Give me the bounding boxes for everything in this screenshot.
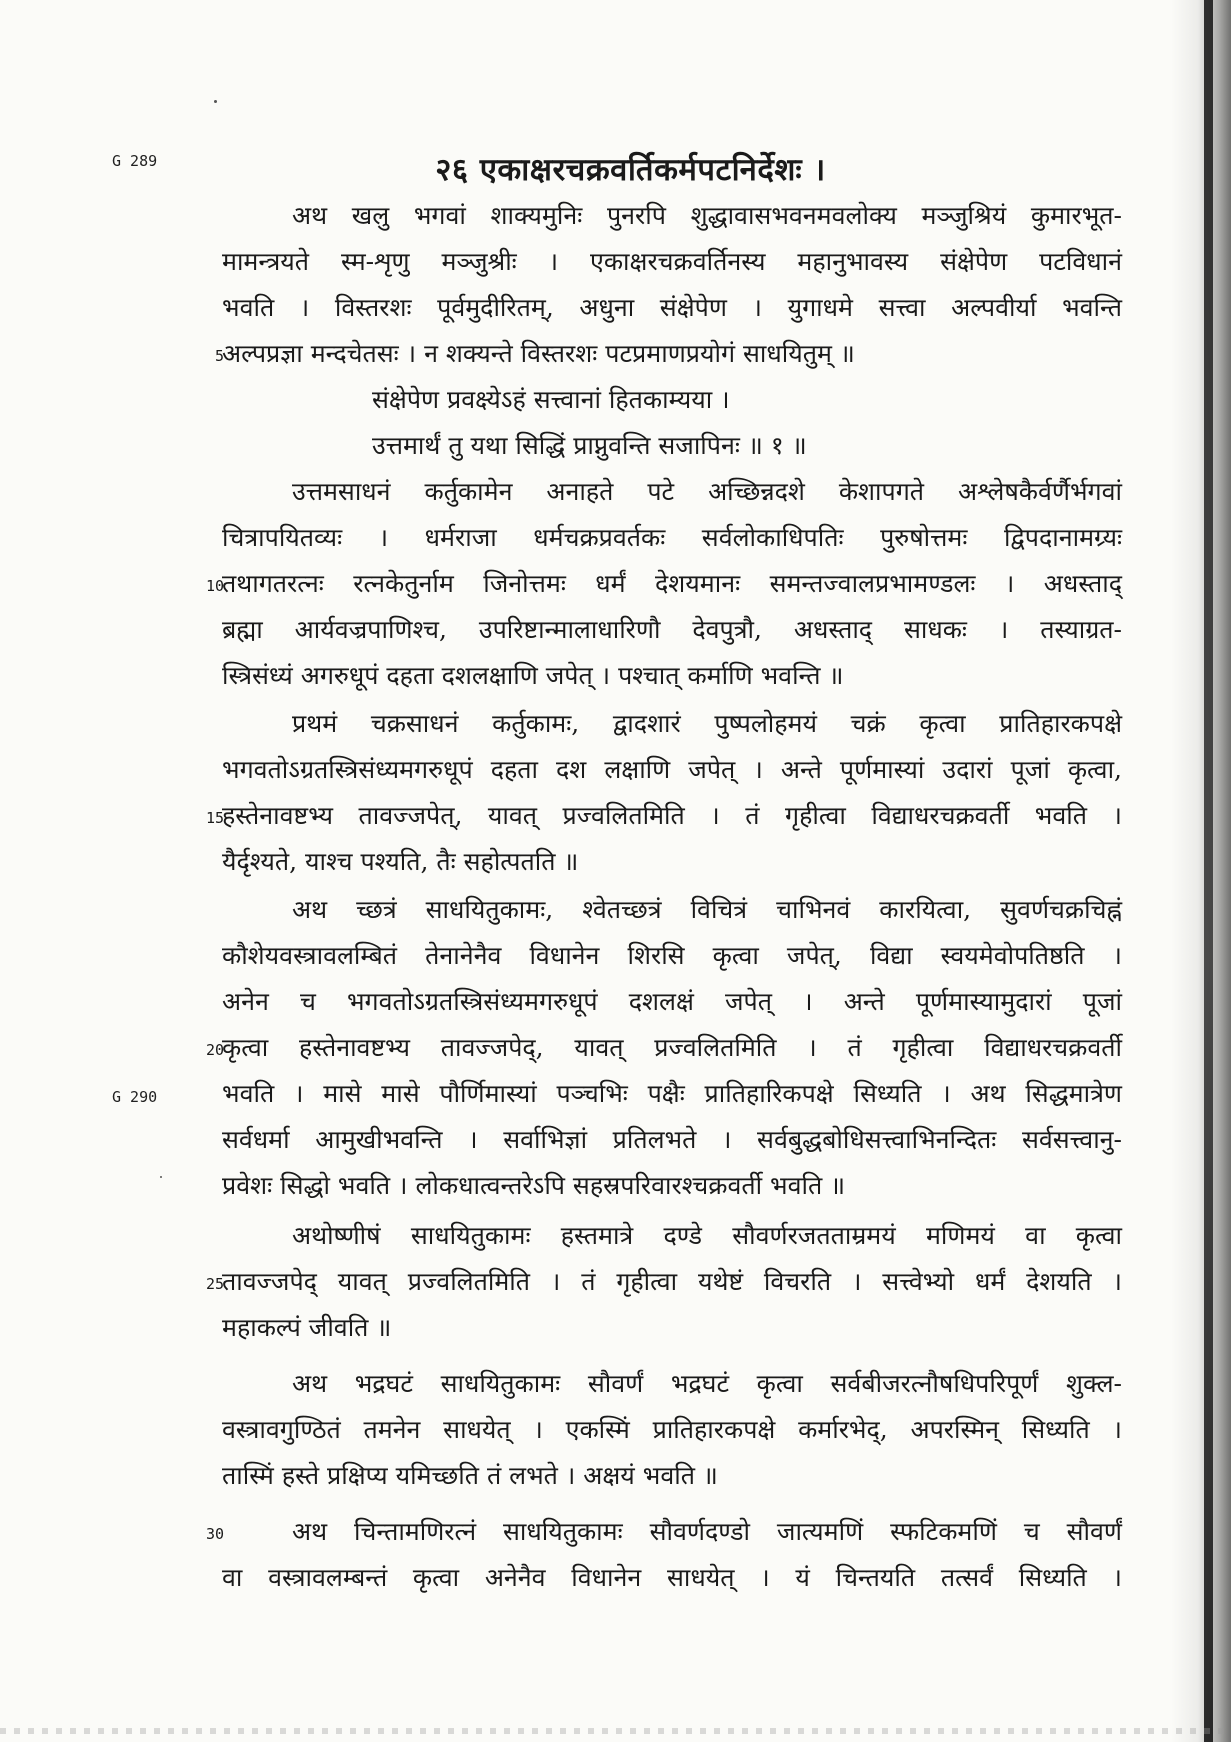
line-number: 10	[205, 577, 224, 595]
reference-marker-g290: G 290	[112, 1088, 158, 1106]
text-line: कौशेयवस्त्रावलम्बितं तेनानेनैव विधानेन शिरसि कृत्वा जपेत्, विद्या स्वयमेवोपतिष्ठति ।	[222, 941, 1122, 970]
text-line: प्रवेशः सिद्धो भवति । लोकधात्वन्तरेऽपि सहस्रपरिवारश्चक्रवर्ती भवति ॥	[222, 1171, 846, 1200]
scan-speck	[160, 1176, 162, 1178]
text-line: तास्मिं हस्ते प्रक्षिप्य यमिच्छति तं लभते । अक्षयं भवति ॥	[222, 1461, 718, 1490]
scan-speck	[214, 100, 217, 103]
text-line: कृत्वा हस्तेनावष्टभ्य तावज्जपेद्, यावत् प्रज्वलितमिति । तं गृहीत्वा विद्याधरचक्रवर्ती	[222, 1033, 1122, 1062]
line-number: 5	[214, 347, 224, 365]
text-line: भवति । विस्तरशः पूर्वमुदीरितम्, अधुना संक्षेपेण । युगाधमे सत्त्वा अल्पवीर्या भवन्ति	[222, 293, 1122, 322]
text-line: उत्तमसाधनं कर्तुकामेन अनाहते पटे अच्छिन्नदशे केशापगते अश्लेषकैर्वर्णैर्भगवां	[292, 477, 1122, 506]
text-line: अथ चिन्तामणिरत्नं साधयितुकामः सौवर्णदण्डो जात्यमणिं स्फटिकमणिं च सौवर्णं	[292, 1517, 1122, 1546]
book-spine-shadow	[1171, 0, 1231, 1742]
text-line: हस्तेनावष्टभ्य तावज्जपेत्, यावत् प्रज्वलितमिति । तं गृहीत्वा विद्याधरचक्रवर्ती भवति ।	[222, 801, 1122, 830]
text-line: भगवतोऽग्रतस्त्रिसंध्यमगरुधूपं दहता दश लक्षाणि जपेत् । अन्ते पूर्णमास्यां उदारां पूजां कृत्वा,	[222, 755, 1122, 784]
text-line: ब्रह्मा आर्यवज्रपाणिश्च, उपरिष्टान्मालाधारिणौ देवपुत्रौ, अधस्ताद् साधकः । तस्याग्रत-	[222, 615, 1122, 644]
text-line: महाकल्पं जीवति ॥	[222, 1313, 392, 1342]
text-line: अथोष्णीषं साधयितुकामः हस्तमात्रे दण्डे सौवर्णरजतताम्रमयं मणिमयं वा कृत्वा	[292, 1221, 1122, 1250]
text-line: प्रथमं चक्रसाधनं कर्तुकामः, द्वादशारं पुष्पलोहमयं चक्रं कृत्वा प्रातिहारकपक्षे	[292, 709, 1122, 738]
text-line: वा वस्त्रावलम्बन्तं कृत्वा अनेनैव विधानेन साधयेत् । यं चिन्तयति तत्सर्वं सिध्यति ।	[222, 1563, 1122, 1592]
text-line: वस्त्रावगुण्ठितं तमनेन साधयेत् । एकस्मिं प्रातिहारकपक्षे कर्मारभेद्, अपरस्मिन् सिध्यति ।	[222, 1415, 1122, 1444]
chapter-title: २६ एकाक्षरचक्रवर्तिकर्मपटनिर्देशः ।	[435, 152, 826, 188]
text-line: अनेन च भगवतोऽग्रतस्त्रिसंध्यमगरुधूपं दशलक्षं जपेत् । अन्ते पूर्णमास्यामुदारां पूजां	[222, 987, 1122, 1016]
text-line: चित्रापयितव्यः । धर्मराजा धर्मचक्रप्रवर्तकः सर्वलोकाधिपतिः पुरुषोत्तमः द्विपदानामग्र्यः	[222, 523, 1122, 552]
line-number: 30	[205, 1525, 224, 1543]
text-line: भवति । मासे मासे पौर्णिमास्यां पञ्चभिः पक्षैः प्रातिहारिकपक्षे सिध्यति । अथ सिद्धमात्रेण	[222, 1079, 1122, 1108]
book-spine-edge	[1204, 0, 1213, 1742]
scan-bottom-edge	[0, 1728, 1231, 1734]
text-line: स्त्रिसंध्यं अगरुधूपं दहता दशलक्षाणि जपेत् । पश्चात् कर्माणि भवन्ति ॥	[222, 661, 844, 690]
line-number: 15	[205, 809, 224, 827]
verse-line: उत्तमार्थं तु यथा सिद्धिं प्राप्नुवन्ति सजापिनः ॥ १ ॥	[372, 431, 807, 460]
reference-marker-g289: G 289	[112, 152, 158, 170]
text-line: यैर्दृश्यते, याश्च पश्यति, तैः सहोत्पतति ॥	[222, 847, 579, 876]
text-line: अथ भद्रघटं साधयितुकामः सौवर्णं भद्रघटं कृत्वा सर्वबीजरत्नौषधिपरिपूर्णं शुक्ल-	[292, 1369, 1122, 1398]
verse-line: संक्षेपेण प्रवक्ष्येऽहं सत्त्वानां हितकाम्यया ।	[372, 385, 730, 414]
line-number: 25	[205, 1275, 224, 1293]
text-line: मामन्त्रयते स्म-शृणु मञ्जुश्रीः । एकाक्षरचक्रवर्तिनस्य महानुभावस्य संक्षेपेण पटविधानं	[222, 247, 1122, 276]
text-line: तथागतरत्नः रत्नकेतुर्नाम जिनोत्तमः धर्मं देशयमानः समन्तज्वालप्रभामण्डलः । अधस्ताद्	[222, 569, 1122, 598]
text-line: अथ च्छत्रं साधयितुकामः, श्वेतच्छत्रं विचित्रं चाभिनवं कारयित्वा, सुवर्णचक्रचिह्नं	[292, 895, 1122, 924]
text-line: अल्पप्रज्ञा मन्दचेतसः । न शक्यन्ते विस्तरशः पटप्रमाणप्रयोगं साधयितुम् ॥	[222, 339, 855, 368]
text-line: अथ खलु भगवां शाक्यमुनिः पुनरपि शुद्धावासभवनमवलोक्य मञ्जुश्रियं कुमारभूत-	[292, 201, 1122, 230]
line-number: 20	[205, 1041, 224, 1059]
text-line: सर्वधर्मा आमुखीभवन्ति । सर्वाभिज्ञां प्रतिलभते । सर्वबुद्धबोधिसत्त्वाभिनन्दितः सर्वसत्त्वानु-	[222, 1125, 1122, 1154]
text-line: तावज्जपेद् यावत् प्रज्वलितमिति । तं गृहीत्वा यथेष्टं विचरति । सत्त्वेभ्यो धर्मं देशयति ।	[222, 1267, 1122, 1296]
